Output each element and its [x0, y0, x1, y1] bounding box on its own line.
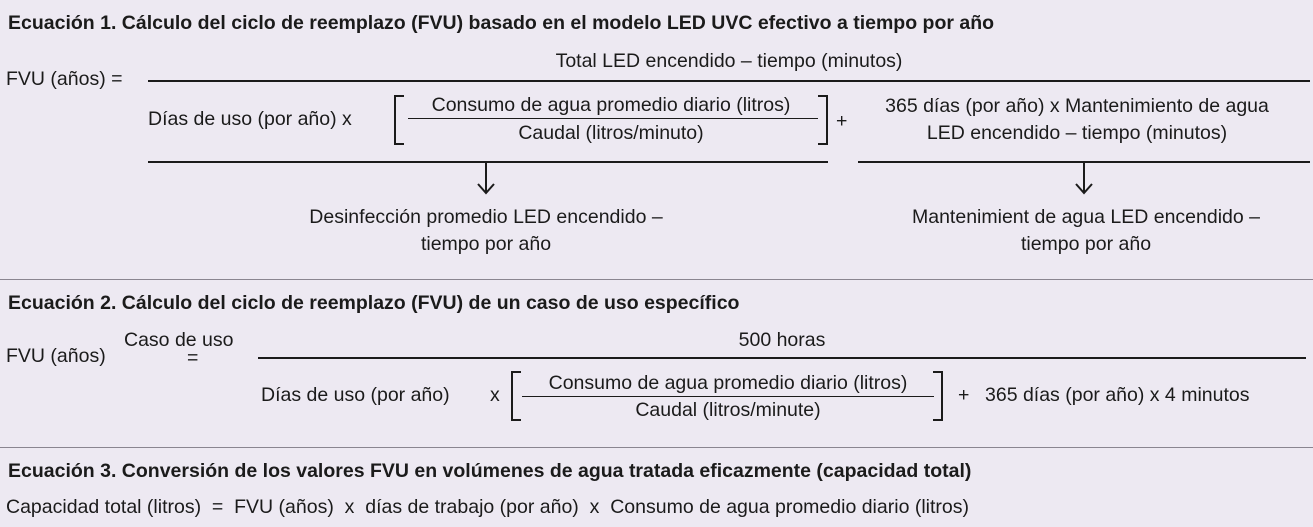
equation-1-left-note-line-1: Desinfección promedio LED encendido –	[309, 206, 663, 228]
equation-2-numerator: 500 horas	[738, 329, 826, 351]
equation-1-days-term: Días de uso (por año) x	[148, 108, 352, 130]
equation-1-inner-fraction-bar	[408, 118, 818, 119]
equation-2-equals: =	[187, 347, 199, 369]
equation-3-title: Ecuación 3. Conversión de los valores FVU en volúmenes de agua tratada eficazmente (capacidad total)	[8, 460, 972, 482]
equation-1-title: Ecuación 1. Cálculo del ciclo de reemplazo (FVU) basado en el modelo LED UVC efectivo a tiempo por año	[8, 12, 995, 34]
equation-2-times: x	[490, 384, 500, 406]
equation-2-superscript: Caso de uso	[124, 329, 234, 351]
equation-1-bracket-numerator: Consumo de agua promedio diario (litros)	[431, 94, 791, 116]
equation-2-title: Ecuación 2. Cálculo del ciclo de reemplazo (FVU) de un caso de uso específico	[8, 292, 740, 314]
equation-2-plus: +	[958, 384, 970, 406]
equation-2-inner-fraction-bar	[522, 396, 934, 397]
equation-1-right-note-line-2: tiempo por año	[1020, 233, 1152, 255]
equation-1-plus: +	[836, 110, 848, 132]
equation-2-lhs: FVU (años)	[6, 345, 106, 367]
section-divider	[0, 279, 1313, 280]
equation-3-formula: Capacidad total (litros) = FVU (años) x días de trabajo (por año) x Consumo de agua promedio diario (litros)	[6, 496, 969, 518]
down-arrow-icon	[476, 163, 496, 195]
equation-1-left-note-line-2: tiempo por año	[420, 233, 552, 255]
equation-1-right-note-line-1: Mantenimient de agua LED encendido –	[912, 206, 1260, 228]
down-arrow-icon	[1074, 163, 1094, 195]
equation-1-numerator: Total LED encendido – tiempo (minutos)	[555, 50, 903, 72]
equation-2-days-term: Días de uso (por año)	[261, 384, 450, 406]
equation-2-bracket-denominator: Caudal (litros/minute)	[635, 399, 821, 421]
equation-1-right-bracket	[818, 95, 828, 145]
equation-1-lhs: FVU (años) =	[6, 68, 123, 90]
equation-1-right-top: 365 días (por año) x Mantenimiento de agua	[885, 95, 1269, 117]
equation-1-right-bottom: LED encendido – tiempo (minutos)	[926, 122, 1228, 144]
section-divider	[0, 447, 1313, 448]
equation-2-bracket-numerator: Consumo de agua promedio diario (litros)	[548, 372, 908, 394]
equation-2-right-term: 365 días (por año) x 4 minutos	[985, 384, 1250, 406]
equation-1-bracket-denominator: Caudal (litros/minuto)	[518, 122, 704, 144]
equation-2-right-bracket	[933, 371, 943, 421]
equation-2-fraction-bar	[258, 357, 1306, 359]
equation-1-fraction-bar	[148, 80, 1310, 82]
